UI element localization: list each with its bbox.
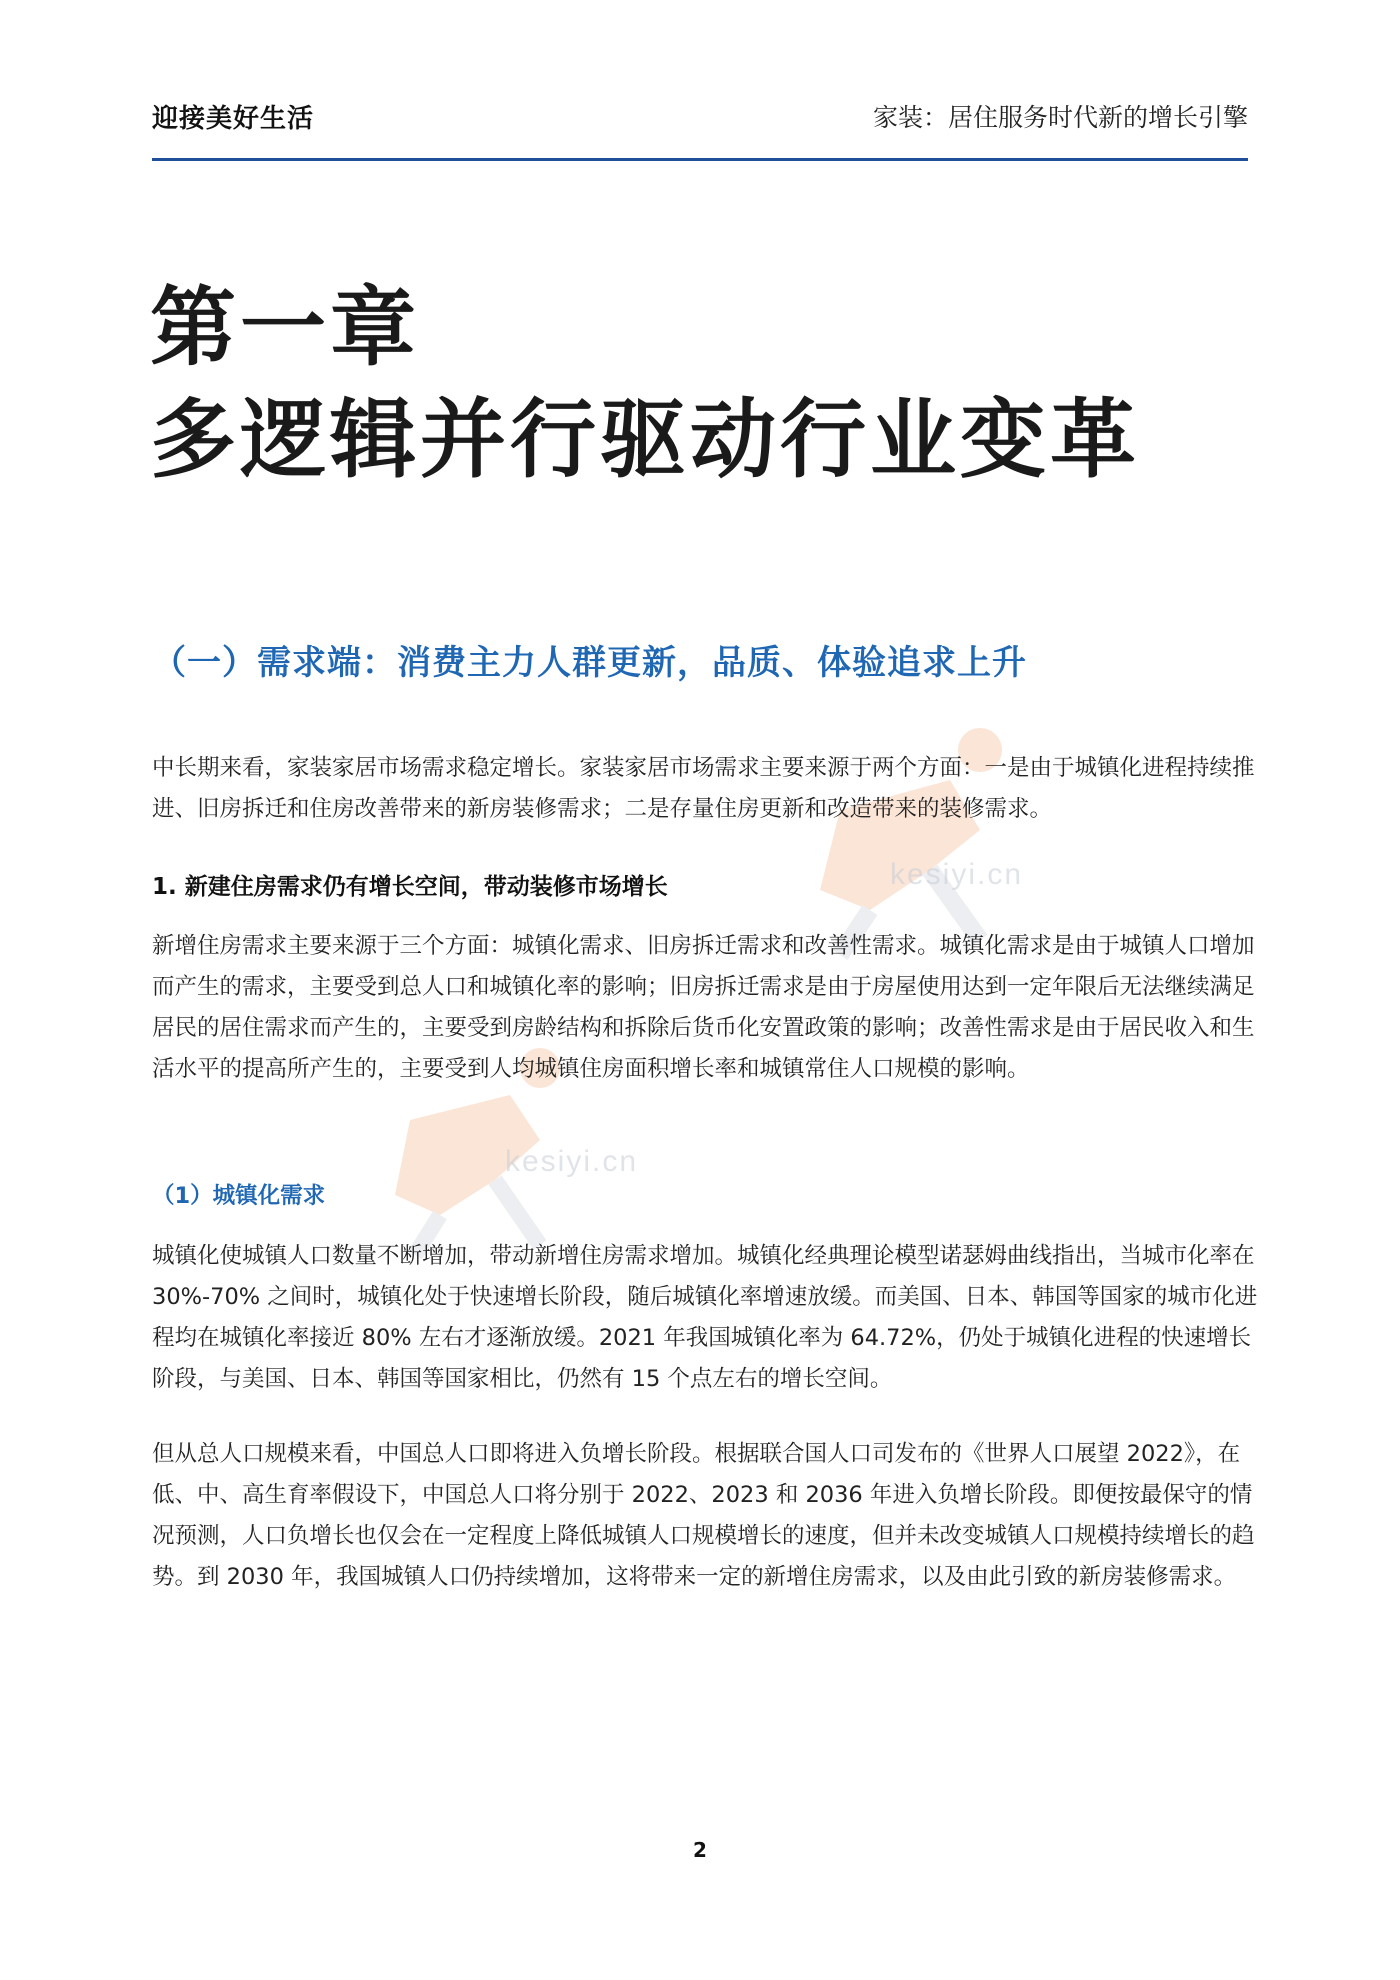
watermark-text-1: kesiyi.cn [890, 858, 1024, 891]
chapter-title-line1: 第一章 [150, 278, 420, 378]
page-number: 2 [693, 1838, 707, 1862]
subheading-new-housing: 1. 新建住房需求仍有增长空间，带动装修市场增长 [152, 874, 668, 900]
watermark-text-2: kesiyi.cn [505, 1145, 639, 1178]
header-divider [152, 158, 1248, 161]
header-left-title: 迎接美好生活 [152, 104, 315, 134]
urbanization-paragraph-2: 但从总人口规模来看，中国总人口即将进入负增长阶段。根据联合国人口司发布的《世界人口展望 2022》，在低、中、高生育率假设下，中国总人口将分别于 2022、2023 和 2036 年进入负增长阶段。即便按最保守的情况预测，人口负增长也仅会在一定程度上降低城镇人口规模增长的速度，但并未改变城镇人口规模持续增长的趋势。到 2030 年，我国城镇人口仍持续增加，这将带来一定的新增住房需求，以及由此引致的新房装修需求。 [152, 1441, 1255, 1590]
new-housing-paragraph: 新增住房需求主要来源于三个方面：城镇化需求、旧房拆迁需求和改善性需求。城镇化需求是由于城镇人口增加而产生的需求，主要受到总人口和城镇化率的影响；旧房拆迁需求是由于房屋使用达到一定年限后无法继续满足居民的居住需求而产生的，主要受到房龄结构和拆除后货币化安置政策的影响；改善性需求是由于居民收入和生活水平的提高所产生的，主要受到人均城镇住房面积增长率和城镇常住人口规模的影响。 [152, 933, 1255, 1082]
chapter-title [150, 272, 1140, 496]
subheading-urbanization: （1）城镇化需求 [152, 1183, 326, 1209]
section-heading: （一）需求端：消费主力人群更新，品质、体验追求上升 [152, 643, 1027, 683]
chapter-title-line2: 多逻辑并行驱动行业变革 [150, 390, 1140, 490]
header-right-title: 家装：居住服务时代新的增长引擎 [872, 103, 1248, 132]
intro-paragraph: 中长期来看，家装家居市场需求稳定增长。家装家居市场需求主要来源于两个方面：一是由于城镇化进程持续推进、旧房拆迁和住房改善带来的新房装修需求；二是存量住房更新和改造带来的装修需求。 [152, 755, 1255, 822]
urbanization-paragraph-1: 城镇化使城镇人口数量不断增加，带动新增住房需求增加。城镇化经典理论模型诺瑟姆曲线指出，当城市化率在 30%-70% 之间时，城镇化处于快速增长阶段，随后城镇化率增速放缓。而美国、日本、韩国等国家的城市化进程均在城镇化率接近 80% 左右才逐渐放缓。2021 年我国城镇化率为 64.72%，仍处于城镇化进程的快速增长阶段，与美国、日本、韩国等国家相比，仍然有 15 个点左右的增长空间。 [152, 1243, 1258, 1392]
